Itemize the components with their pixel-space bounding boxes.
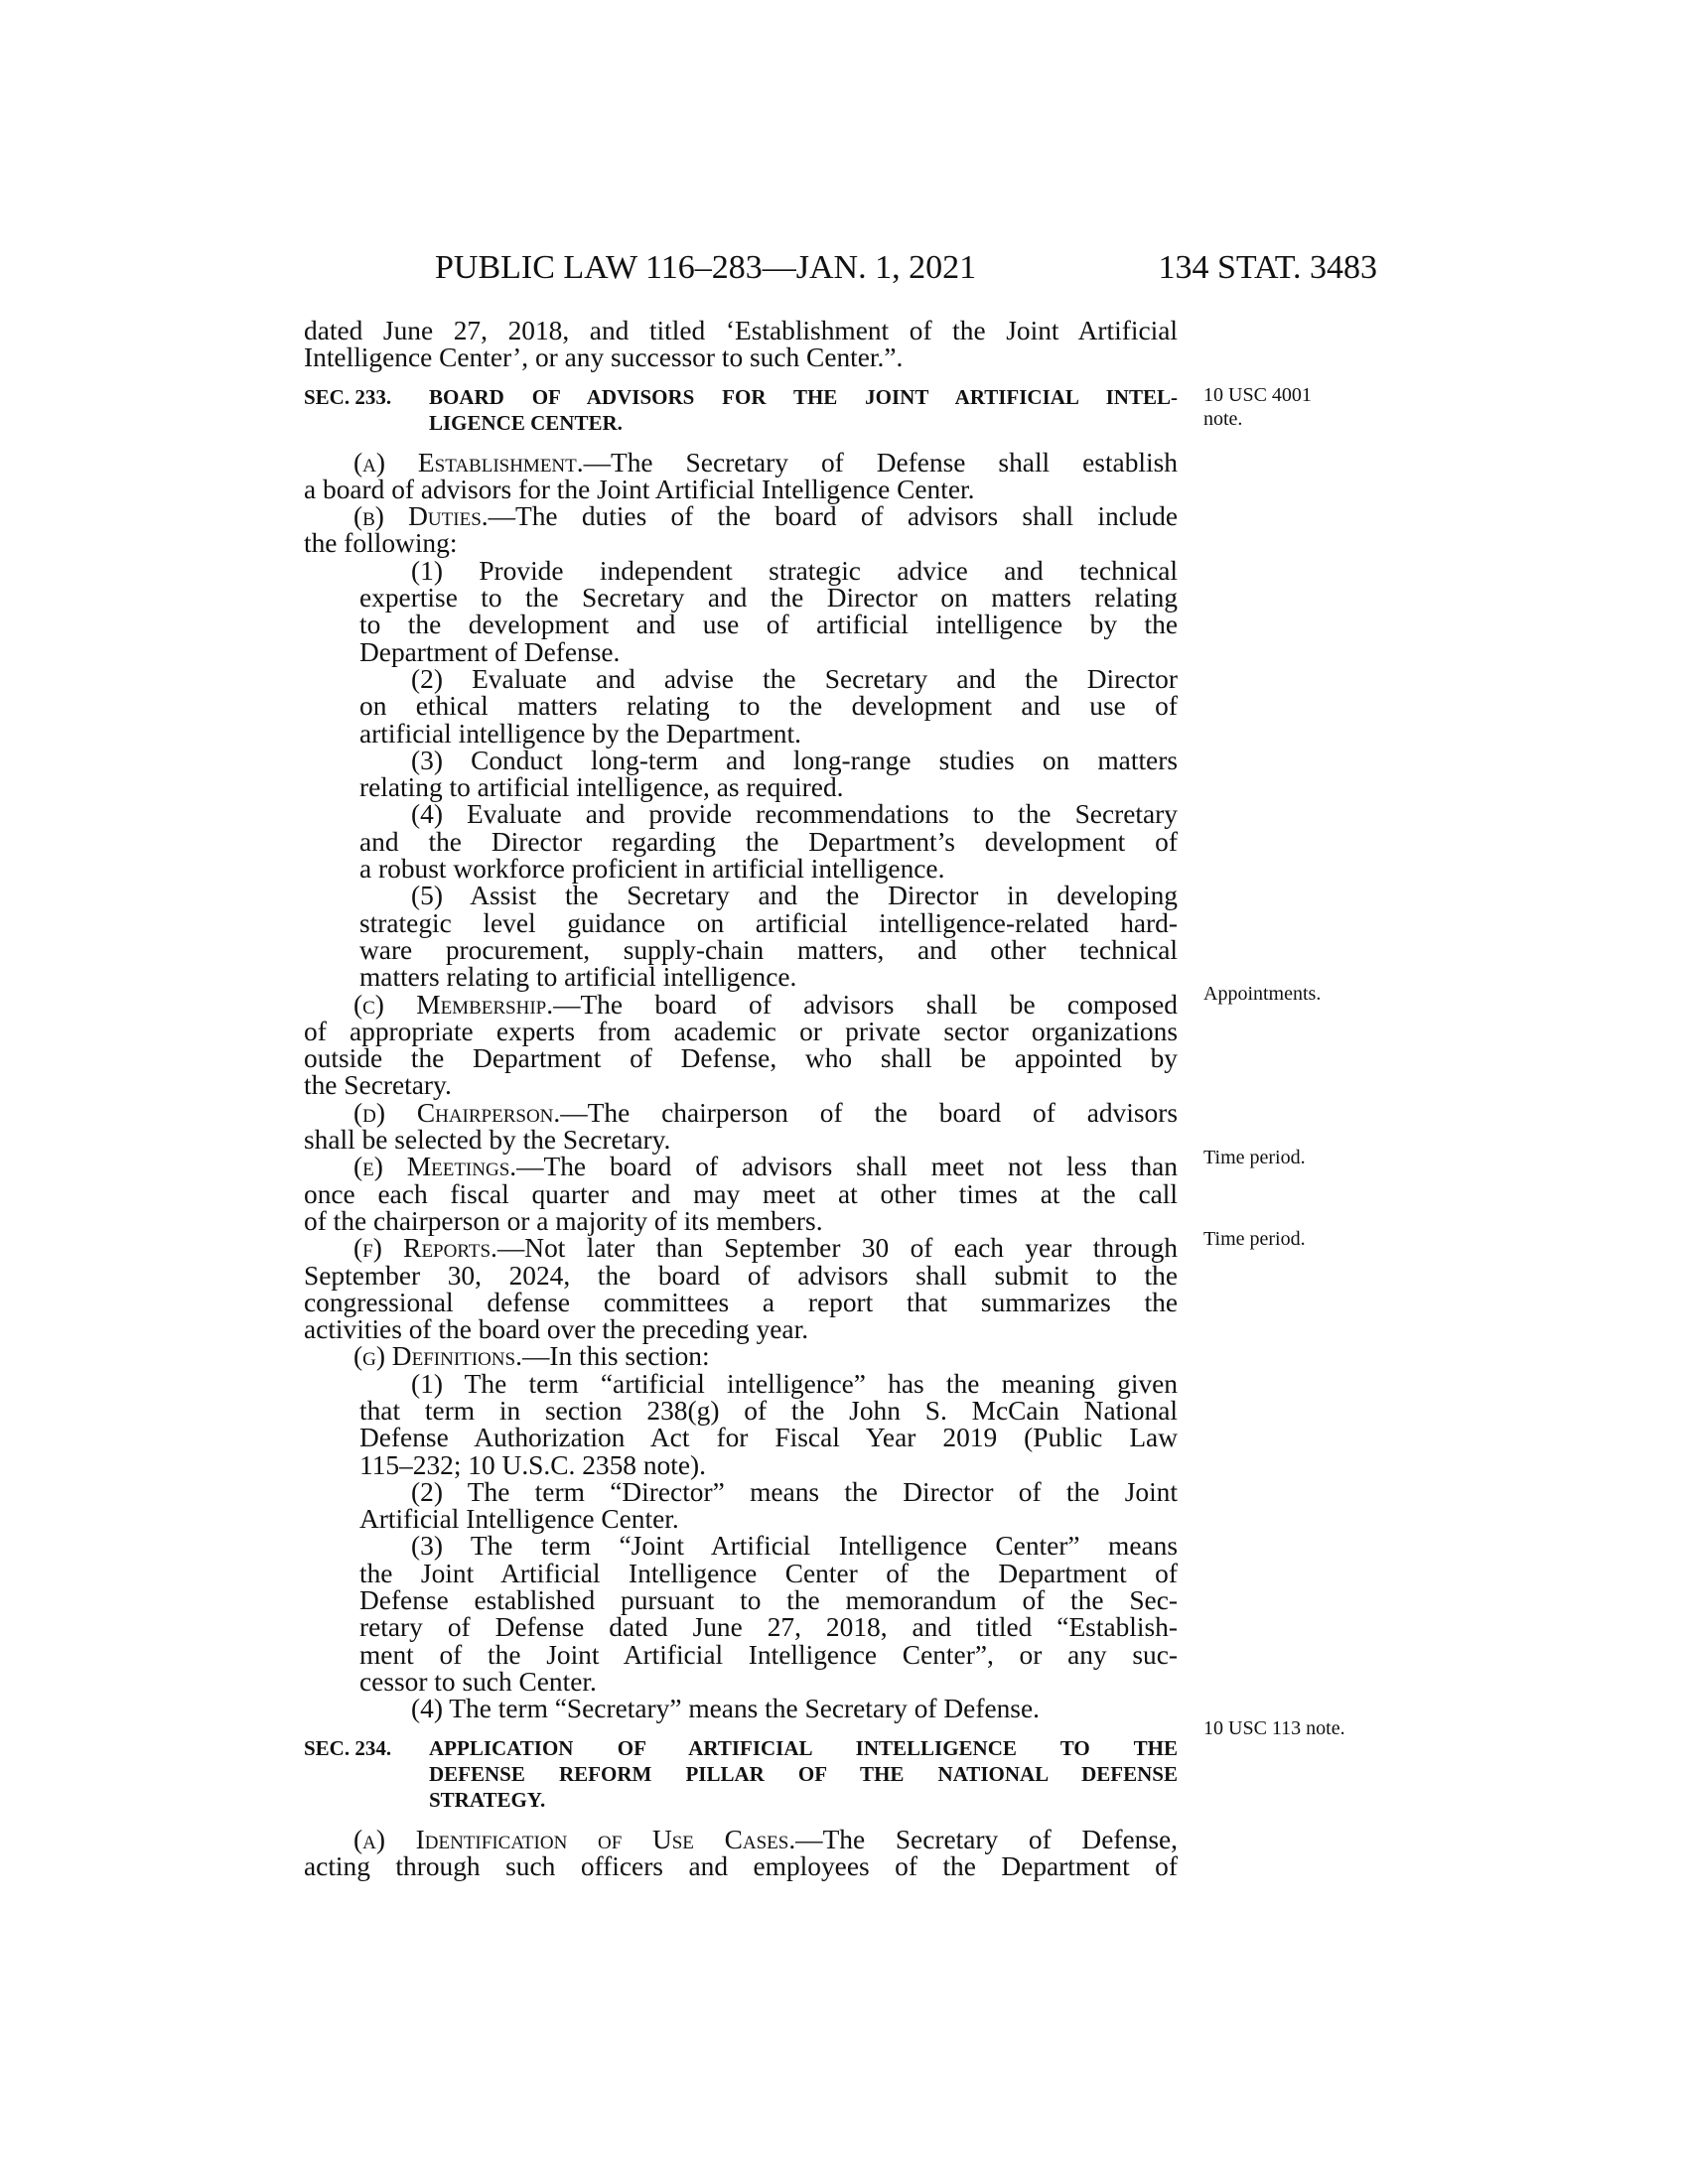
subsection-b-duties: (b) Duties.—The duties of the board of advisors shall include the following: bbox=[304, 501, 1178, 559]
paragraph-b1: (1) Provide independent strategic advice and technical expertise to the Secretary and the Director on matters relating to the development and use of artificial intelligence by the Department of Defense. bbox=[359, 555, 1178, 667]
subsection-e-meetings: (e) Meetings.—The board of advisors shall meet not less than once each fiscal quarter and may meet at other times at the call of the chairperson or a majority of its members. bbox=[304, 1152, 1178, 1236]
paragraph-g3: (3) The term “Joint Artificial Intelligence Center” means the Joint Artificial Intelligence Center of the Department of Defense established pursuant to the memorandum of the Sec- retary of Defense dated June 27, 2018, and titled “Establish- ment of the Joint Artificial Intelligence Center”, or any suc- cessor to such Center. bbox=[359, 1531, 1178, 1697]
paragraph-b3: (3) Conduct long-term and long-range studies on matters relating to artificial intelligence, as required. bbox=[359, 745, 1178, 803]
subsection-g-definitions: (g) Definitions.—In this section: bbox=[353, 1341, 710, 1372]
margin-note-sec234: 10 USC 113 note. bbox=[1203, 1717, 1345, 1739]
subsection-234a-identification: (a) Identification of Use Cases.—The Secretary of Defense, acting through such officers and employees of the Department of bbox=[304, 1824, 1178, 1881]
paragraph-b4: (4) Evaluate and provide recommendations to the Secretary and the Director regarding the Department’s development of a robust workforce proficient in artificial intelligence. bbox=[359, 799, 1178, 885]
intro-paragraph: dated June 27, 2018, and titled ‘Establishment of the Joint Artificial Intelligence Center’, or any successor to such Center.”. bbox=[304, 316, 1178, 373]
running-header-left: PUBLIC LAW 116–283—JAN. 1, 2021 bbox=[435, 249, 977, 286]
section-233-heading: SEC. 233. BOARD OF ADVISORS FOR THE JOINT ARTIFICIAL INTEL- LIGENCE CENTER. bbox=[304, 384, 1178, 435]
subsection-a-establishment: (a) Establishment.—The Secretary of Defense shall establish a board of advisors for the Joint Artificial Intelligence Center. bbox=[304, 447, 1178, 504]
subsection-c-membership: (c) Membership.—The board of advisors shall be composed of appropriate experts from academic or private sector organizations outside the Department of Defense, who shall be appointed by the Secretary. bbox=[304, 989, 1178, 1101]
running-header-right: 134 STAT. 3483 bbox=[1158, 249, 1377, 286]
section-234-heading: SEC. 234. APPLICATION OF ARTIFICIAL INTELLIGENCE TO THE DEFENSE REFORM PILLAR OF THE NATIONAL DEFENSE STRATEGY. bbox=[304, 1735, 1178, 1812]
subsection-f-reports: (f) Reports.—Not later than September 30 of each year through September 30, 2024, the board of advisors shall submit to the congressional defense committees a report that summarizes the activities of the board over the preceding year. bbox=[304, 1233, 1179, 1345]
paragraph-g2: (2) The term “Director” means the Director of the Joint Artificial Intelligence Center. bbox=[359, 1476, 1178, 1535]
paragraph-b5: (5) Assist the Secretary and the Director in developing strategic level guidance on artificial intelligence-related hard- ware procurement, supply-chain matters, and other technical matters relating to artificial intelligence. bbox=[359, 881, 1178, 993]
margin-note-sec233: 10 USC 4001 note. bbox=[1203, 384, 1312, 430]
statute-text-column bbox=[304, 318, 1178, 1880]
margin-note-time-period-reports: Time period. bbox=[1203, 1228, 1306, 1250]
paragraph-b2: (2) Evaluate and advise the Secretary and the Director on ethical matters relating to the development and use of artificial intelligence by the Department. bbox=[359, 663, 1178, 749]
paragraph-g4: (4) The term “Secretary” means the Secretary of Defense. bbox=[411, 1694, 1040, 1724]
margin-note-time-period-meetings: Time period. bbox=[1203, 1147, 1306, 1168]
subsection-d-chairperson: (d) Chairperson.—The chairperson of the board of advisors shall be selected by the Secretary. bbox=[304, 1097, 1178, 1156]
paragraph-g1: (1) The term “artificial intelligence” has the meaning given that term in section 238(g) of the John S. McCain National Defense Authorization Act for Fiscal Year 2019 (Public Law 115–232; 10 U.S.C. 2358 note). bbox=[359, 1368, 1178, 1480]
margin-note-appointments: Appointments. bbox=[1203, 983, 1322, 1005]
